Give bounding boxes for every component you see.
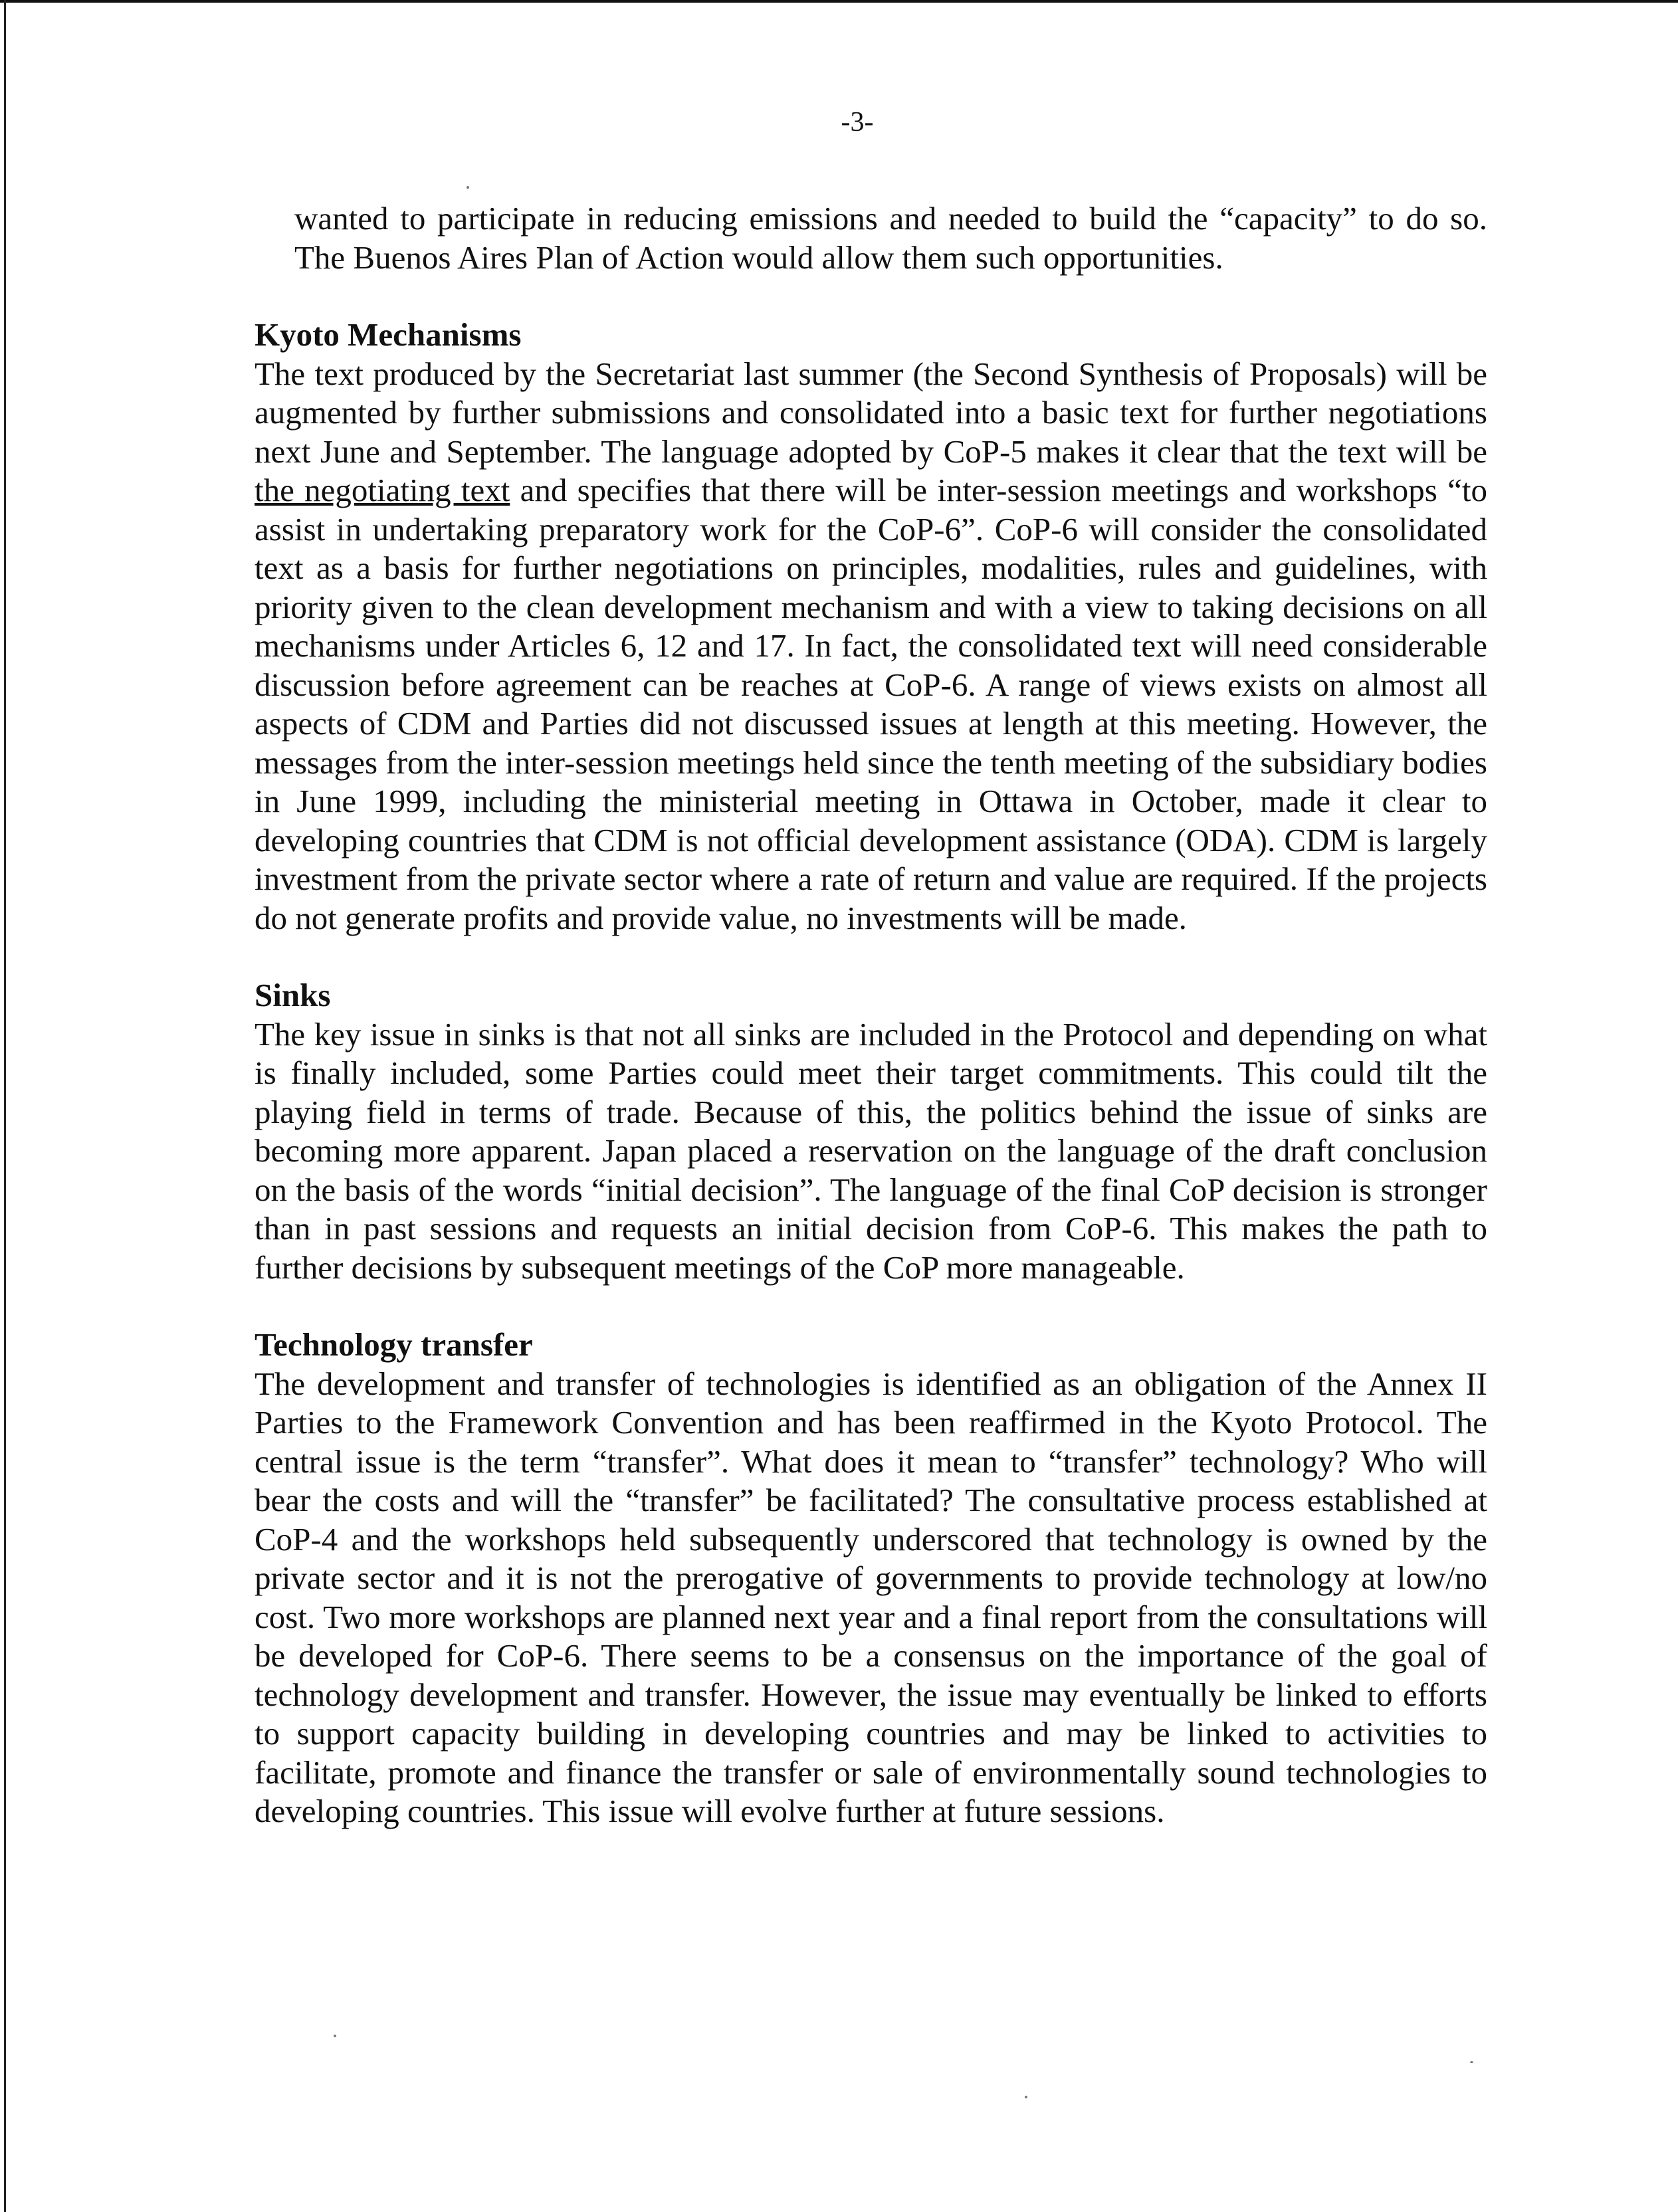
scan-top-edge bbox=[0, 0, 1678, 3]
technology-paragraph: The development and transfer of technologies is identified as an obligation of the Annex II Parties to the Framework Convention and has been reaffirmed in the Kyoto Protocol. The central issue is the term “transfer”. What does it mean to “transfer” technology? Who will bear the costs and will the “transfer” be facilitated? The consultative process established at CoP-4 and the workshops held subsequently underscored that technology is owned by the private sector and it is not the prerogative of governments to provide technology at low/no cost. Two more workshops are planned next year and a final report from the consultations will be developed for CoP-6. There seems to be a consensus on the importance of the goal of technology development and transfer. However, the issue may eventually be linked to efforts to support capacity building in developing countries and may be linked to activities to facilitate, promote and finance the transfer or sale of environmentally sound technologies to developing countries. This issue will evolve further at future sessions. bbox=[255, 1365, 1487, 1829]
section-heading-sinks: Sinks bbox=[255, 977, 331, 1013]
page-number: -3- bbox=[841, 107, 874, 138]
kyoto-paragraph bbox=[255, 355, 1487, 938]
section-technology-transfer bbox=[255, 1326, 1487, 1831]
scan-left-edge bbox=[4, 0, 6, 2212]
section-heading-kyoto: Kyoto Mechanisms bbox=[255, 316, 522, 353]
section-sinks bbox=[255, 976, 1487, 1287]
scan-speck bbox=[467, 186, 469, 189]
sinks-paragraph: The key issue in sinks is that not all sinks are included in the Protocol and depending on what is finally included, some Parties could meet their target commitments. This could tilt the playing field in terms of trade. Because of this, the politics behind the issue of sinks are becoming more apparent. Japan placed a reservation on the language of the draft conclusion on the basis of the words “initial decision”. The language of the final CoP decision is stronger than in past sessions and requests an initial decision from CoP-6. This makes the path to further decisions by subsequent meetings of the CoP more manageable. bbox=[255, 1015, 1487, 1286]
document-body bbox=[255, 199, 1487, 1831]
scan-speck bbox=[334, 2035, 336, 2037]
section-kyoto-mechanisms bbox=[255, 316, 1487, 938]
kyoto-text-part-1: The text produced by the Secretariat last summer (the Second Synthesis of Proposals) will be augmented by further submissions and consolidated into a basic text for further negotiations next June and September. The language adopted by CoP-5 makes it clear that the text will be bbox=[255, 355, 1487, 470]
section-heading-technology: Technology transfer bbox=[255, 1326, 533, 1363]
underlined-phrase: the negotiating text bbox=[255, 472, 510, 508]
intro-paragraph: wanted to participate in reducing emissions and needed to build the “capacity” to do so. The Buenos Aires Plan of Action would allow them such opportunities. bbox=[294, 200, 1487, 276]
scan-speck bbox=[1025, 2096, 1027, 2098]
kyoto-text-part-2: and specifies that there will be inter-session meetings and workshops “to assist in undertaking preparatory work for the CoP-6”. CoP-6 will consider the consolidated text as a basis for further negotiations on principles, modalities, rules and guidelines, with priority given to the clean development mechanism and with a view to taking decisions on all mechanisms under Articles 6, 12 and 17. In fact, the consolidated text will need considerable discussion before agreement can be reaches at CoP-6. A range of views exists on almost all aspects of CDM and Parties did not discussed issues at length at this meeting. However, the messages from the inter-session meetings held since the tenth meeting of the subsidiary bodies in June 1999, including the ministerial meeting in Ottawa in October, made it clear to developing countries that CDM is not official development assistance (ODA). CDM is largely investment from the private sector where a rate of return and value are required. If the projects do not generate profits and provide value, no investments will be made. bbox=[255, 472, 1487, 936]
scan-speck bbox=[1470, 2061, 1473, 2063]
